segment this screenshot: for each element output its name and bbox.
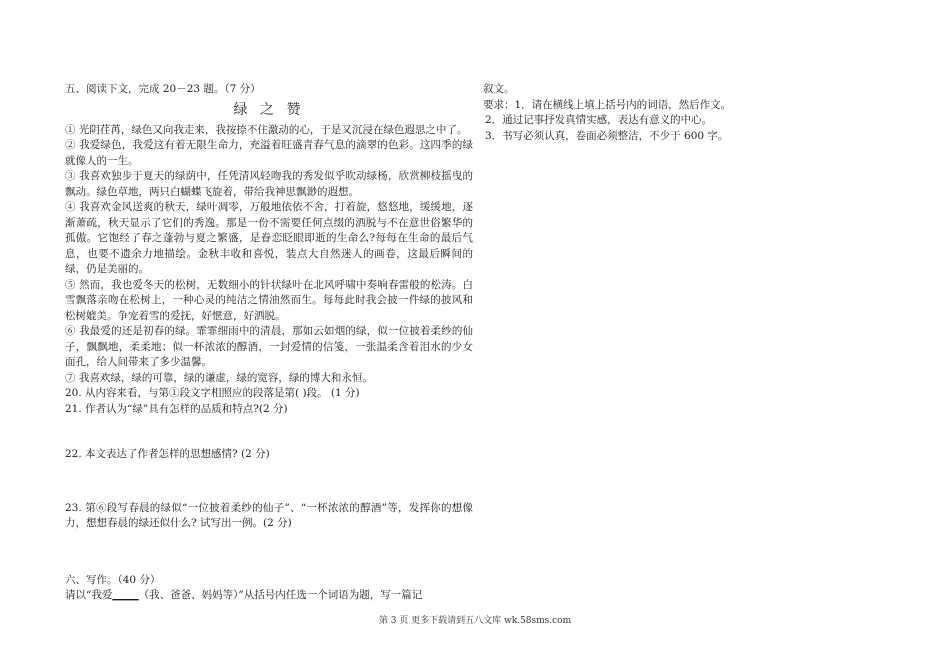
- writing-prompt-end: （我、爸爸、妈妈等）”从括号内任选一个词语为题，写一篇记: [138, 589, 423, 601]
- writing-prompt: [65, 588, 473, 604]
- writing-prompt-blank: _____: [112, 589, 139, 601]
- page-footer: 第 3 页 更多下载请到五八文库 wk.58sms.com: [378, 616, 572, 626]
- essay-paragraph-4: ④ 我喜欢金风送爽的秋天，绿叶凋零，万般地依依不舍，打着旋，悠悠地，缓缓地，逐渐萧疏，秋天显示了它们的秀逸。那是一份不需要任何点缀的洒脱与不在意世俗繁华的孤傲。它饱经了春之蓬勃与夏之繁盛，是眷恋眨眼即逝的生命么?每每在生命的最后气息，也要不遗余力地描绘。金秋丰收和喜悦，装点大自然迷人的画卷，这最后瞬间的绿，仍是美丽的。: [65, 201, 473, 275]
- requirement-2: 2．通过记事抒发真情实感，表达有意义的中心。: [485, 114, 713, 126]
- writing-prompt-start: 请以“我爱: [65, 589, 113, 601]
- answer-space-23: [65, 532, 473, 573]
- requirement-1: 要求：1．请在横线上填上括号内的词语，然后作文。: [483, 98, 732, 111]
- answer-space-21: [65, 417, 473, 447]
- question-22: 22. 本文表达了作者怎样的思想感情? (2 分): [65, 448, 270, 460]
- essay-paragraph-1: ① 光阴荏苒，绿色又向我走来，我按捺不住激动的心，于是又沉浸在绿色遐思之中了。: [65, 123, 468, 136]
- requirement-3: 3．书写必须认真，卷面必须整洁，不少于 600 字。: [485, 129, 729, 142]
- essay-title: 绿 之 赞: [233, 101, 305, 118]
- section-five-heading: 五、阅读下文，完成 20－23 题。（7 分）: [65, 83, 261, 95]
- essay-paragraph-5: ⑤ 然而，我也爱冬天的松树，无数细小的针状绿叶在北风呼啸中奏响春雷般的松涛。白雪飘落亲吻在松树上，一种心灵的纯洁之情油然而生。每每此时我会披一件绿的披风和松树媲美。争宠着雪的爱抚，好惬意，好洒脱。: [65, 278, 473, 322]
- essay-paragraph-3: ③ 我喜欢独步于夏天的绿荫中，任凭清风轻吻我的秀发似乎吹动绿杨，欣赏柳枝摇曳的飘动。绿色草地，两只白蝴蝶飞旋着，带给我神思飘渺的遐想。: [65, 170, 473, 198]
- section-six-heading: 六、写作。（40 分）: [65, 573, 161, 586]
- writing-prompt-continuation: 叙文。: [483, 83, 515, 95]
- question-20: 20. 从内容来看，与第①段文字相照应的段落是第( )段。 (1 分): [65, 387, 360, 399]
- question-21: 21. 作者认为“绿”具有怎样的品质和特点?(2 分): [65, 402, 288, 415]
- left-column: [65, 82, 473, 604]
- essay-paragraph-2: ② 我爱绿色，我爱这有着无限生命力，充溢着旺盛青春气息的滴翠的色彩。这四季的绿就像人的一生。: [65, 139, 473, 167]
- essay-paragraph-7: ⑦ 我喜欢绿，绿的可靠，绿的谦虚，绿的宽容，绿的博大和永恒。: [65, 371, 373, 384]
- right-column: [483, 82, 813, 144]
- question-23: 23. 第⑥段写春晨的绿似“一位披着柔纱的仙子”、“一杯浓浓的醇酒”等，发挥你的想像力，想想春晨的绿还似什么? 试写出一例。(2 分): [65, 501, 473, 529]
- answer-space-22: [65, 463, 473, 501]
- essay-paragraph-6: ⑥ 我最爱的还是初春的绿。霏霏细雨中的清晨，那如云如烟的绿，似一位披着柔纱的仙子，飘飘地，柔柔地；似一杯浓浓的醇酒，一封爱情的信笺，一张温柔含着泪水的少女面孔，给人间带来了多少温馨。: [65, 325, 473, 368]
